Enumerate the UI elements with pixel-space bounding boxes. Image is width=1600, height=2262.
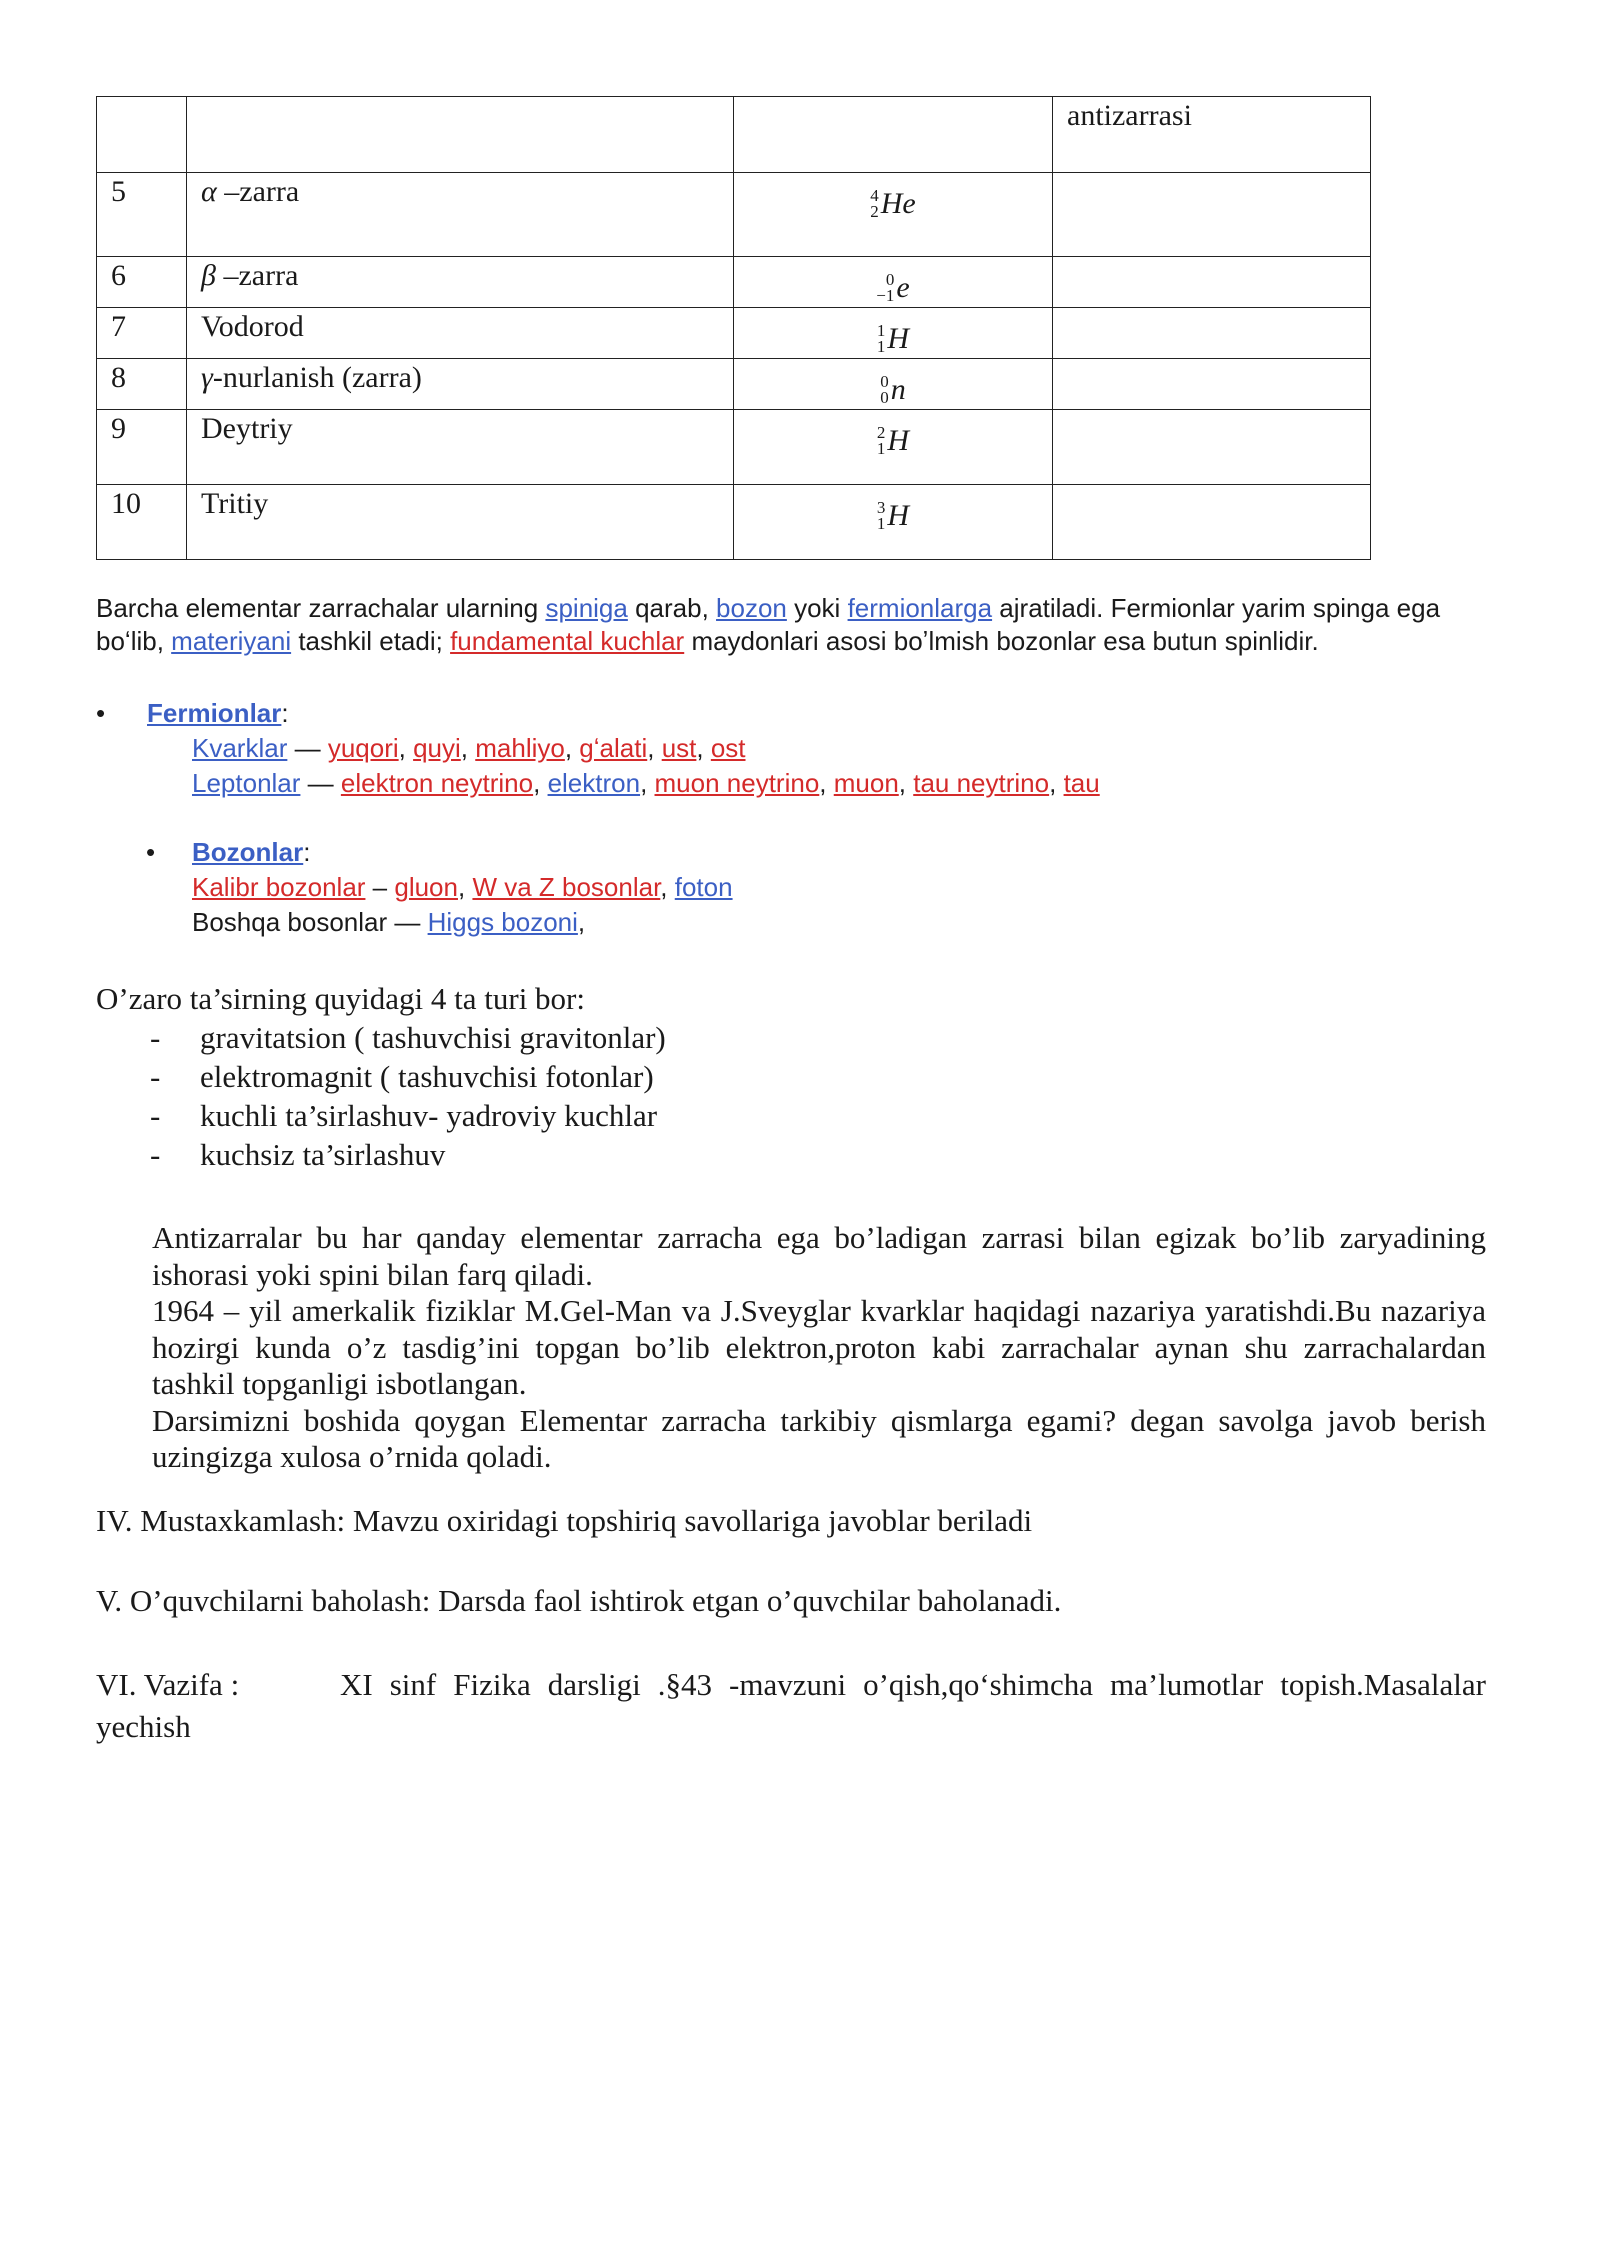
gauge-bosons-line	[192, 870, 733, 905]
dash-marker: -	[150, 1098, 161, 1133]
particle-name: Deytriy	[201, 412, 293, 445]
mass-number: 3	[876, 498, 886, 517]
bosons-heading	[192, 835, 310, 870]
list-item	[150, 1135, 666, 1174]
list-item	[150, 1096, 666, 1135]
mass-number: 0	[880, 372, 889, 391]
cell-symbol	[734, 359, 1053, 410]
link-lepton[interactable]: muon	[833, 768, 899, 798]
mass-number: 0	[885, 270, 895, 289]
section-vi	[96, 1664, 1486, 1748]
nuclide-symbol	[870, 185, 915, 223]
link-lepton[interactable]: tau neytrino	[913, 768, 1050, 798]
cell-number: 8	[97, 359, 187, 410]
explanation-paragraph: Antizarralar bu har qanday elementar zarracha ega bo’ladigan zarrasi bilan egizak bo’lib zaryadining ishorasi yoki spini bilan farq qiladi.	[152, 1220, 1486, 1292]
mass-number: 2	[876, 423, 886, 442]
charge-number: 2	[870, 202, 879, 221]
particle-name: –zarra	[216, 175, 300, 208]
interactions-intro: O’zaro ta’sirning quyidagi 4 ta turi bor:	[96, 981, 585, 1016]
list-item	[150, 1018, 666, 1057]
gauge-bosons-list	[394, 872, 732, 902]
nuclide-symbol	[877, 422, 909, 460]
section-v: V. O’quvchilarni baholash: Darsda faol ishtirok etgan o’quvchilar baholanadi.	[96, 1583, 1062, 1618]
table-row	[97, 410, 1371, 485]
section-vi-label: VI. Vazifa :	[96, 1667, 240, 1702]
table-row	[97, 173, 1371, 257]
element-symbol: He	[880, 187, 916, 220]
particle-name: Tritiy	[201, 487, 269, 520]
nuclide-indices	[880, 374, 889, 406]
dash-separator: —	[287, 733, 328, 763]
interaction-type: elektromagnit ( tashuvchisi fotonlar)	[200, 1059, 654, 1094]
section-iv: IV. Mustaxkamlash: Mavzu oxiridagi topshiriq savollariga javoblar beriladi	[96, 1503, 1033, 1538]
nuclide-symbol	[877, 320, 909, 358]
cell-number: 10	[97, 485, 187, 560]
element-symbol: H	[887, 424, 910, 457]
particle-name: –zarra	[215, 259, 299, 292]
link-gauge-boson[interactable]: foton	[674, 872, 733, 902]
greek-letter: α	[201, 175, 217, 208]
charge-number: 1	[876, 439, 886, 458]
cell-number: 7	[97, 308, 187, 359]
leptons-line	[192, 766, 1100, 801]
interaction-type: kuchsiz ta’sirlashuv	[200, 1137, 446, 1172]
trailing-comma: ,	[577, 907, 586, 937]
quarks-line	[192, 731, 746, 766]
charge-number: 1	[876, 337, 886, 356]
cell-particle-name	[187, 173, 734, 257]
table-row	[97, 485, 1371, 560]
nuclide-indices	[877, 425, 886, 457]
link-quark[interactable]: yuqori	[327, 733, 399, 763]
link-leptonlar[interactable]: Leptonlar	[192, 768, 301, 798]
cell-particle-name	[187, 257, 734, 308]
intro-text: Barcha elementar zarrachalar ularning	[96, 593, 546, 623]
link-quark[interactable]: quyi	[413, 733, 461, 763]
cell-particle-name	[187, 308, 734, 359]
link-lepton[interactable]: muon neytrino	[654, 768, 820, 798]
charge-number: 1	[876, 514, 886, 533]
cell-symbol	[734, 173, 1053, 257]
cell-antiparticle	[1053, 410, 1371, 485]
cell-number: 6	[97, 257, 187, 308]
cell-symbol	[734, 485, 1053, 560]
list-item	[150, 1057, 666, 1096]
cell-number	[97, 97, 187, 173]
nuclide-indices	[877, 500, 886, 532]
bullet-icon: •	[146, 837, 156, 867]
link-gauge-boson[interactable]: W va Z bosonlar	[472, 872, 661, 902]
cell-symbol	[734, 308, 1053, 359]
cell-particle-name	[187, 410, 734, 485]
list-separator: ,	[533, 768, 548, 798]
explanation-paragraph: 1964 – yil amerkalik fiziklar M.Gel-Man va J.Sveyglar kvarklar haqidagi nazariya yaratishdi.Bu nazariya hozirgi kunda o’z tasdig’ini topgan bo’lib elektron,proton kabi zarrachalar aynan shu zarrachalardan tashkil topganligi isbotlangan.	[152, 1293, 1486, 1401]
cell-antiparticle	[1053, 485, 1371, 560]
heading-colon: :	[303, 837, 311, 867]
link-kvarklar[interactable]: Kvarklar	[192, 733, 288, 763]
link-lepton[interactable]: elektron neytrino	[340, 768, 534, 798]
interaction-type: gravitatsion ( tashuvchisi gravitonlar)	[200, 1020, 666, 1055]
leptons-list	[341, 768, 1100, 798]
cell-antiparticle	[1053, 308, 1371, 359]
section-vi-text: XI sinf Fizika darsligi .§43 -mavzuni o’qish,qo‘shimcha ma’lumotlar topish.Masalalar yechish	[96, 1667, 1486, 1744]
fermions-heading	[147, 696, 289, 731]
link-fermionlarga[interactable]: fermionlarga	[847, 593, 993, 623]
table-row	[97, 257, 1371, 308]
particles-table	[96, 96, 1371, 560]
interaction-type: kuchli ta’sirlashuv- yadroviy kuchlar	[200, 1098, 658, 1133]
table-row	[97, 308, 1371, 359]
list-separator: ,	[696, 733, 711, 763]
nuclide-symbol	[876, 269, 909, 307]
intro-text: ajratiladi. Fermionlar yarim spinga ega boʻlib,	[96, 593, 1441, 656]
cell-number: 9	[97, 410, 187, 485]
link-quark[interactable]: gʻalati	[579, 733, 648, 763]
cell-antiparticle	[1053, 173, 1371, 257]
link-spiniga[interactable]: spiniga	[545, 593, 628, 623]
link-bozonlar[interactable]: Bozonlar	[192, 837, 304, 867]
dash-marker: -	[150, 1137, 161, 1172]
particles-table-body	[97, 97, 1371, 560]
nuclide-symbol	[877, 497, 909, 535]
link-higgs-bozoni[interactable]: Higgs bozoni	[427, 907, 578, 937]
bullet-icon: •	[96, 698, 106, 728]
interactions-list	[150, 1018, 666, 1174]
cell-particle-name	[187, 485, 734, 560]
list-separator: ,	[564, 733, 580, 763]
list-separator: ,	[1049, 768, 1064, 798]
dash-marker: -	[150, 1059, 161, 1094]
list-separator: ,	[640, 768, 655, 798]
link-fundamental-kuchlar[interactable]: fundamental kuchlar	[450, 626, 685, 656]
element-symbol: e	[896, 271, 910, 304]
table-row	[97, 359, 1371, 410]
intro-text: maydonlari asosi boʼlmish bozonlar esa butun spinlidir.	[684, 626, 1319, 656]
element-symbol: H	[887, 322, 910, 355]
particle-name: Vodorod	[201, 310, 304, 343]
link-gauge-boson[interactable]: gluon	[394, 872, 458, 902]
nuclide-indices	[877, 323, 886, 355]
list-separator: ,	[457, 872, 473, 902]
list-separator: ,	[819, 768, 834, 798]
cell-particle-name	[187, 359, 734, 410]
intro-text: yoki	[786, 593, 848, 623]
link-quark[interactable]: ost	[710, 733, 746, 763]
charge-number: −1	[876, 286, 895, 305]
intro-text: tashkil etadi;	[291, 626, 451, 656]
cell-antiparticle	[1053, 257, 1371, 308]
link-materiyani[interactable]: materiyani	[171, 626, 292, 656]
element-symbol: n	[890, 373, 906, 406]
cell-number: 5	[97, 173, 187, 257]
other-bosons-line	[192, 905, 585, 940]
element-symbol: H	[887, 499, 910, 532]
link-quark[interactable]: ust	[661, 733, 697, 763]
link-kalibr-bozonlar[interactable]: Kalibr bozonlar	[192, 872, 366, 902]
nuclide-indices	[870, 188, 879, 220]
charge-number: 0	[880, 388, 889, 407]
nuclide-indices	[876, 272, 894, 304]
dash-separator: —	[300, 768, 341, 798]
intro-paragraph	[96, 592, 1496, 658]
list-separator: ,	[647, 733, 662, 763]
other-bosons-label: Boshqa bosonlar —	[192, 907, 428, 937]
cell-symbol	[734, 97, 1053, 173]
cell-particle-name	[187, 97, 734, 173]
dash-separator: –	[365, 872, 395, 902]
link-fermionlar[interactable]: Fermionlar	[147, 698, 282, 728]
greek-letter: β	[201, 259, 216, 292]
list-separator: ,	[460, 733, 476, 763]
mass-number: 4	[870, 186, 879, 205]
mass-number: 1	[876, 321, 886, 340]
cell-antiparticle: antizarrasi	[1053, 97, 1371, 173]
cell-antiparticle	[1053, 359, 1371, 410]
list-separator: ,	[898, 768, 914, 798]
link-lepton[interactable]: elektron	[547, 768, 641, 798]
quarks-list	[328, 733, 746, 763]
link-lepton[interactable]: tau	[1063, 768, 1100, 798]
explanation-paragraph: Darsimizni boshida qoygan Elementar zarracha tarkibiy qismlarga egami? degan savolga javob berish uzingizga xulosa o’rnida qoladi.	[152, 1402, 1486, 1474]
particle-name: -nurlanish (zarra)	[212, 361, 422, 394]
nuclide-symbol	[880, 371, 906, 409]
table-row	[97, 97, 1371, 173]
link-quark[interactable]: mahliyo	[475, 733, 565, 763]
explanation-block	[152, 1220, 1486, 1476]
dash-marker: -	[150, 1020, 161, 1055]
heading-colon: :	[281, 698, 289, 728]
cell-symbol	[734, 257, 1053, 308]
link-bozon[interactable]: bozon	[716, 593, 787, 623]
list-separator: ,	[660, 872, 675, 902]
intro-text: qarab,	[627, 593, 717, 623]
list-separator: ,	[398, 733, 414, 763]
cell-symbol	[734, 410, 1053, 485]
greek-letter: γ	[201, 361, 213, 394]
